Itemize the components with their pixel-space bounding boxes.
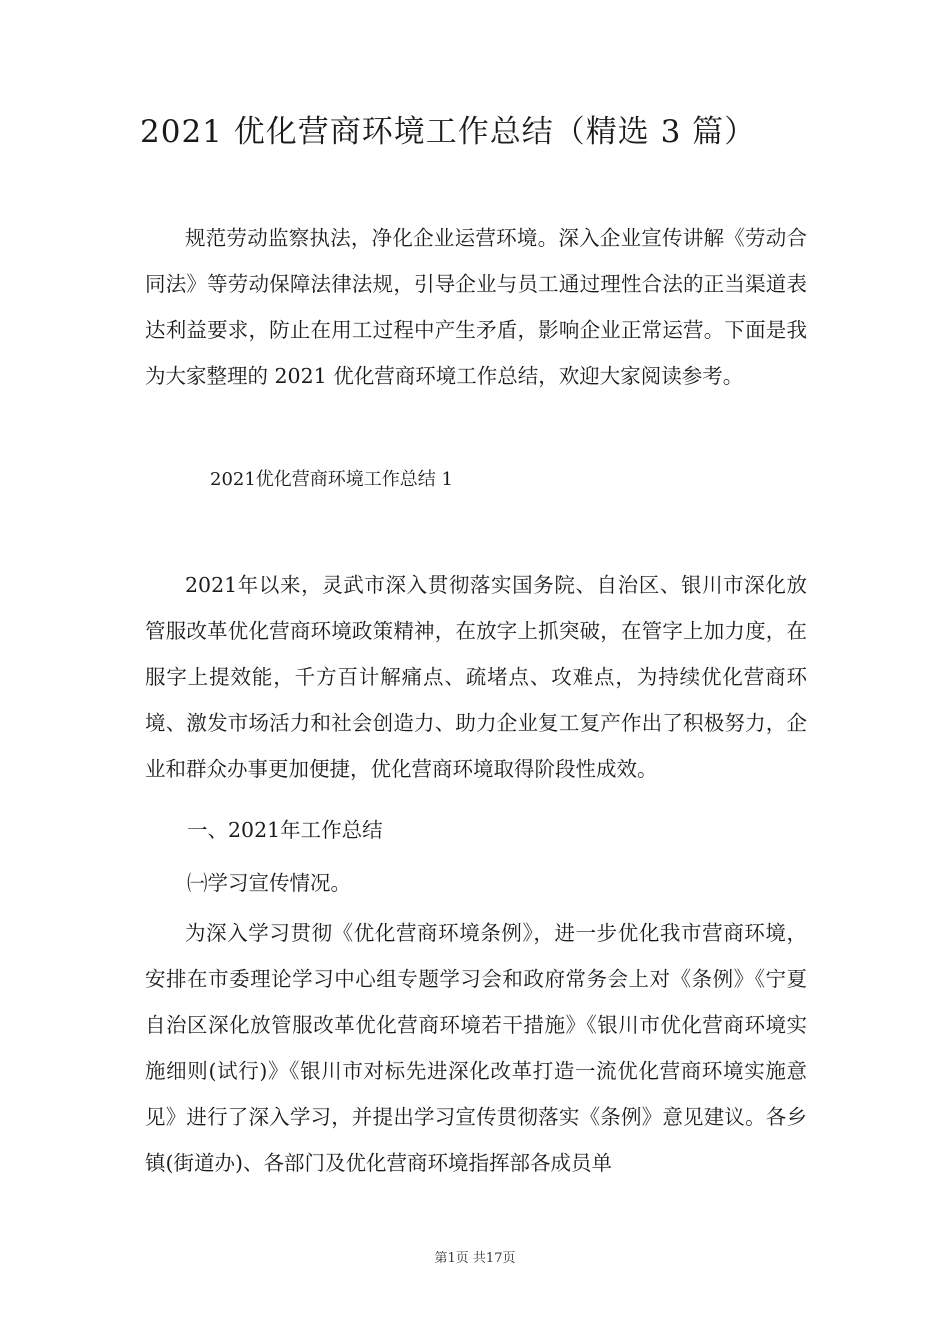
- document-title: 2021 优化营商环境工作总结（精选 3 篇）: [140, 114, 757, 150]
- body-paragraph-1: 2021年以来，灵武市深入贯彻落实国务院、自治区、银川市深化放管服改革优化营商环境政策精神，在放字上抓突破，在管字上加力度，在服字上提效能，千方百计解痛点、疏堵点、攻难点，为持续优化营商环境、激发市场活力和社会创造力、助力企业复工复产作出了积极努力，企业和群众办事更加便捷，优化营商环境取得阶段性成效。: [145, 573, 807, 781]
- body-paragraph-2: 为深入学习贯彻《优化营商环境条例》，进一步优化我市营商环境，安排在市委理论学习中心组专题学习会和政府常务会上对《条例》《宁夏自治区深化放管服改革优化营商环境若干措施》《银川市优化营商环境实施细则(试行)》《银川市对标先进深化改革打造一流优化营商环境实施意见》进行了深入学习，并提出学习宣传贯彻落实《条例》意见建议。各乡镇(街道办)、各部门及优化营商环境指挥部各成员单: [145, 921, 807, 1175]
- section-heading-2: ㈠学习宣传情况。: [187, 871, 351, 895]
- section-heading-1: 一、2021年工作总结: [187, 818, 383, 842]
- page-footer: 第1页 共17页: [434, 1251, 516, 1266]
- section-subtitle: 2021优化营商环境工作总结 1: [210, 469, 453, 490]
- intro-paragraph: 规范劳动监察执法，净化企业运营环境。深入企业宣传讲解《劳动合同法》等劳动保障法律法规，引导企业与员工通过理性合法的正当渠道表达利益要求，防止在用工过程中产生矛盾，影响企业正常运营。下面是我为大家整理的 2021 优化营商环境工作总结，欢迎大家阅读参考。: [145, 226, 807, 388]
